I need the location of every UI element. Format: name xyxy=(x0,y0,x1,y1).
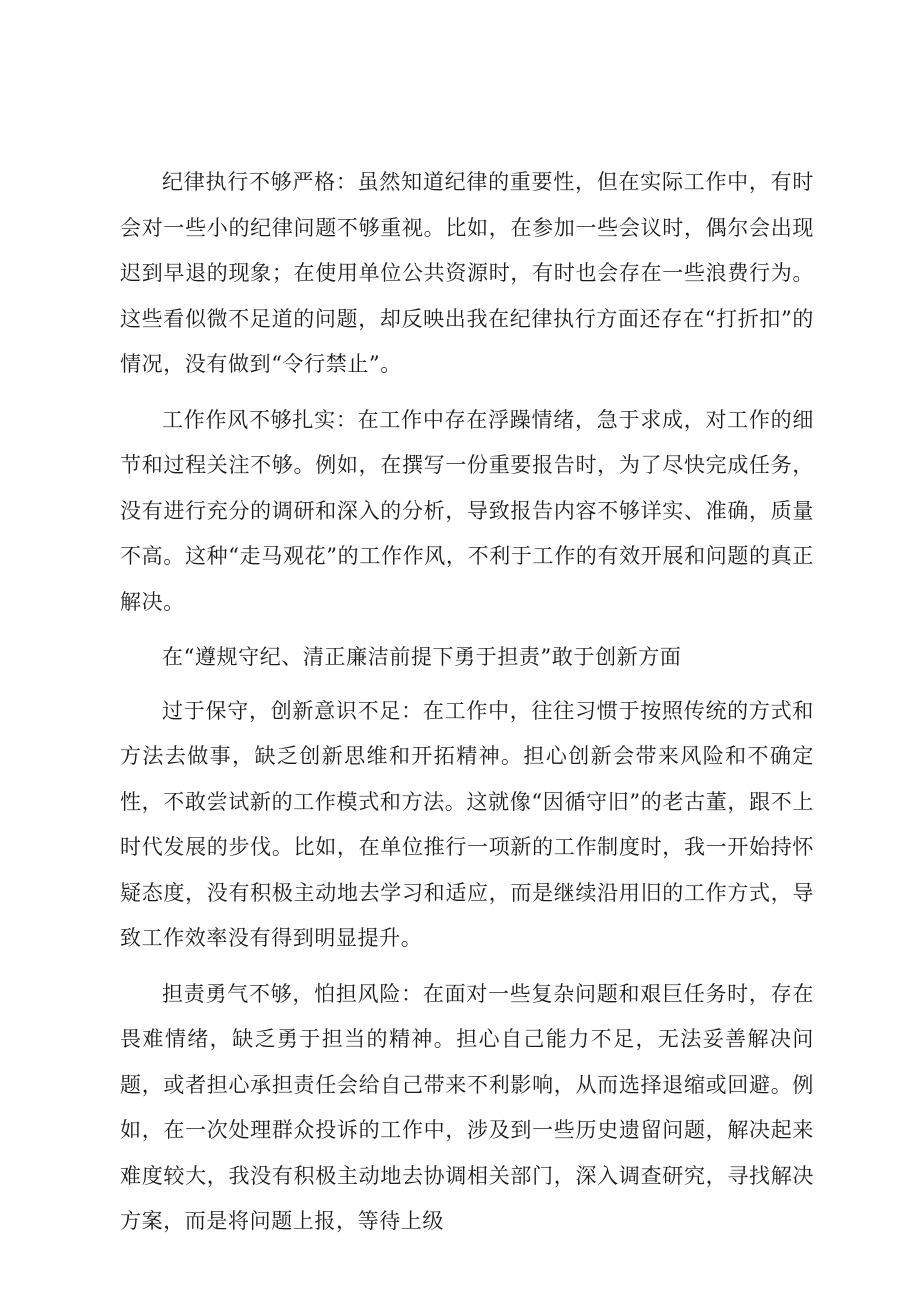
paragraph-innovation: 过于保守，创新意识不足：在工作中，往往习惯于按照传统的方式和方法去做事，缺乏创新思维和开拓精神。担心创新会带来风险和不确定性，不敢尝试新的工作模式和方法。这就像“因循守旧”的老古董，跟不上时代发展的步伐。比如，在单位推行一项新的工作制度时，我一开始持怀疑态度，没有积极主动地去学习和适应，而是继续沿用旧的工作方式，导致工作效率没有得到明显提升。 xyxy=(120,698,814,950)
paragraph-responsibility: 担责勇气不够，怕担风险：在面对一些复杂问题和艰巨任务时，存在畏难情绪，缺乏勇于担当的精神。担心自己能力不足，无法妥善解决问题，或者担心承担责任会给自己带来不利影响，从而选择退缩或回避。例如，在一次处理群众投诉的工作中，涉及到一些历史遗留问题，解决起来难度较大，我没有积极主动地去协调相关部门，深入调查研究，寻找解决方案，而是将问题上报，等待上级 xyxy=(120,981,814,1233)
paragraph-discipline: 纪律执行不够严格：虽然知道纪律的重要性，但在实际工作中，有时会对一些小的纪律问题不够重视。比如，在参加一些会议时，偶尔会出现迟到早退的现象；在使用单位公共资源时，有时也会存在一些浪费行为。这些看似微不足道的问题，却反映出我在纪律执行方面还存在“打折扣”的情况，没有做到“令行禁止”。 xyxy=(120,170,814,376)
paragraph-work-style: 工作作风不够扎实：在工作中存在浮躁情绪，急于求成，对工作的细节和过程关注不够。例如，在撰写一份重要报告时，为了尽快完成任务，没有进行充分的调研和深入的分析，导致报告内容不够详实、准确，质量不高。这种“走马观花”的工作作风，不利于工作的有效开展和问题的真正解决。 xyxy=(120,407,814,614)
section-heading-innovation: 在“遵规守纪、清正廉洁前提下勇于担责”敢于创新方面 xyxy=(162,645,682,669)
document-body xyxy=(120,160,814,1255)
